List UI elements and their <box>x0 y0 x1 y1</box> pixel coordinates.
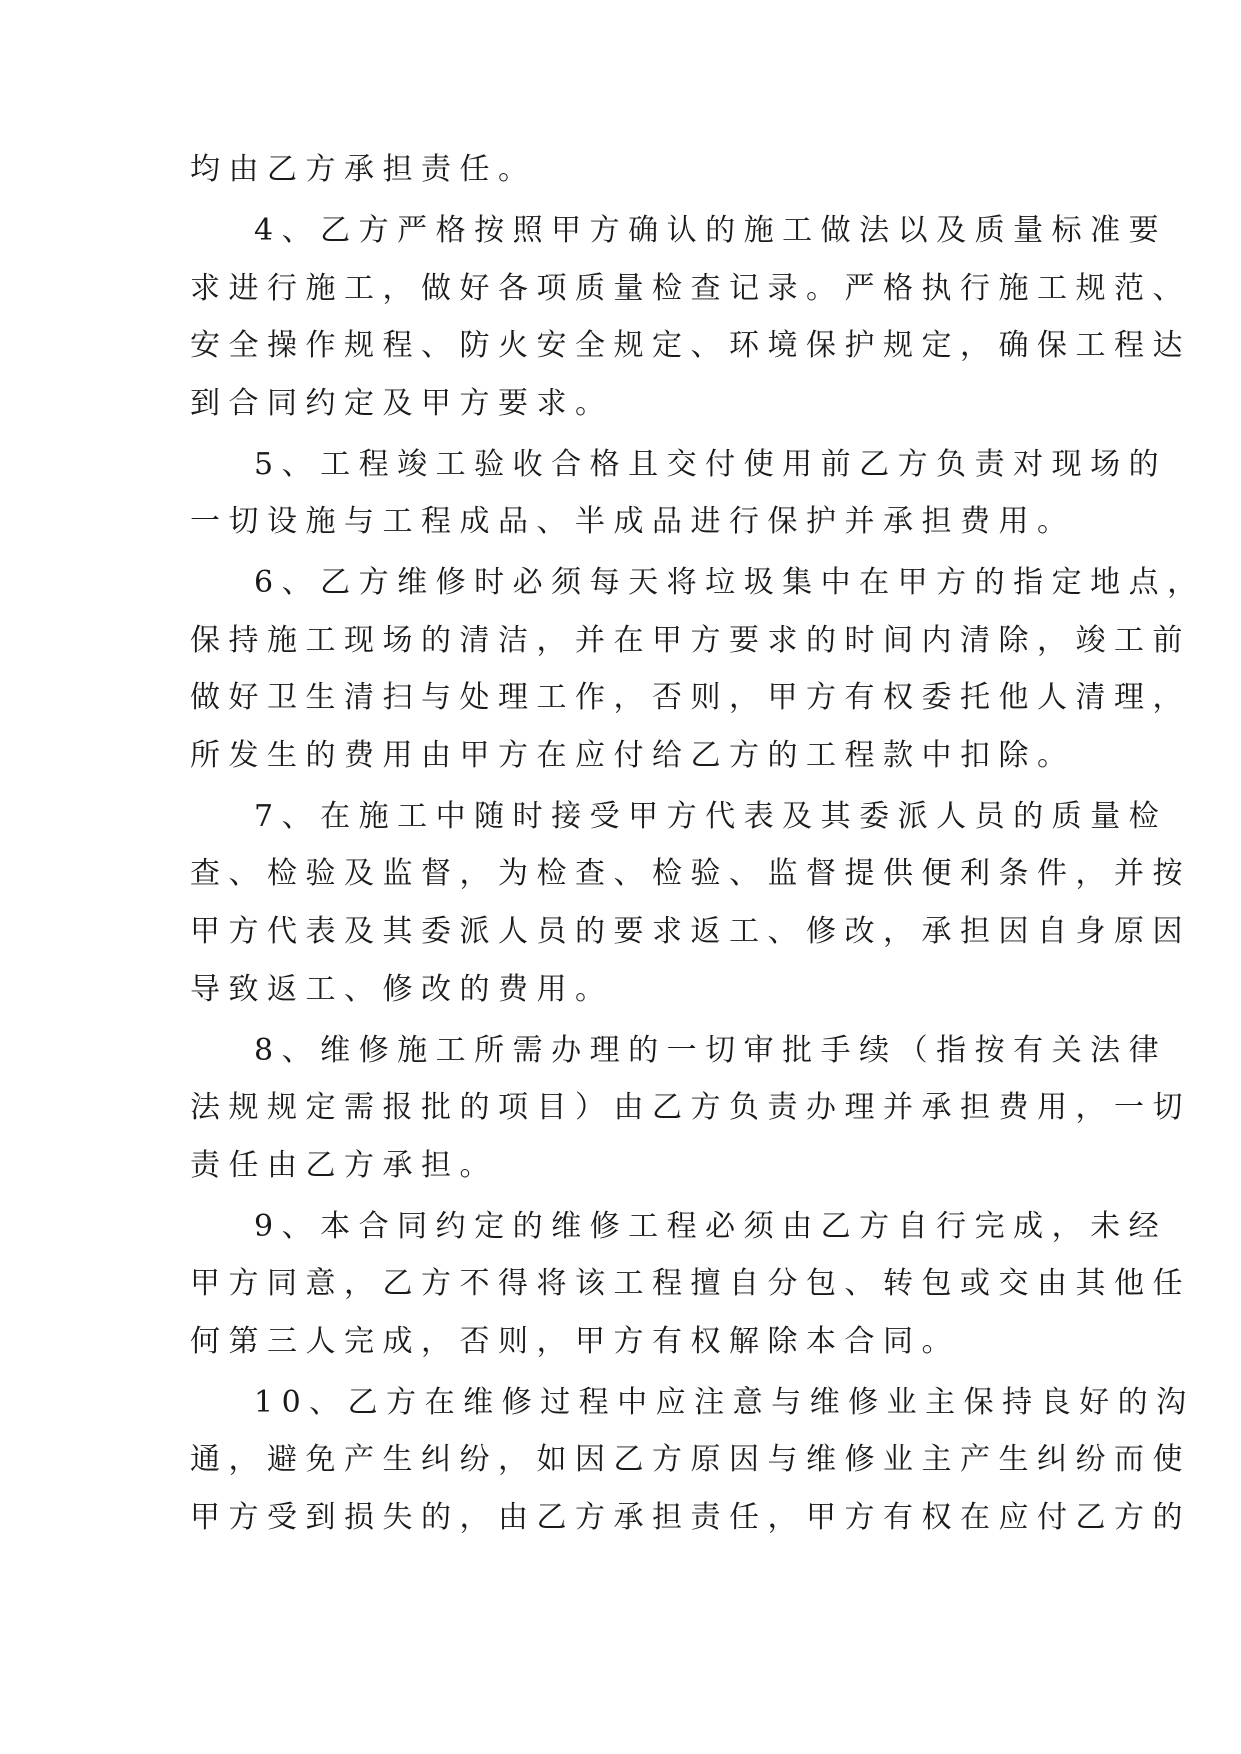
clause-5-line-2: 一切设施与工程成品、半成品进行保护并承担费用。 <box>190 504 1076 539</box>
clause-8-line-3: 责任由乙方承担。 <box>190 1148 498 1183</box>
clause-7-line-3: 甲方代表及其委派人员的要求返工、修改，承担因自身原因 <box>190 914 1191 949</box>
clause-10-line-3: 甲方受到损失的，由乙方承担责任，甲方有权在应付乙方的 <box>190 1500 1191 1535</box>
clause-4-line-1: 4、乙方严格按照甲方确认的施工做法以及质量标准要 <box>254 213 1168 248</box>
clause-6-line-3: 做好卫生清扫与处理工作，否则，甲方有权委托他人清理， <box>190 680 1191 715</box>
clause-5-line-1: 5、工程竣工验收合格且交付使用前乙方负责对现场的 <box>254 447 1168 482</box>
clause-4-line-4: 到合同约定及甲方要求。 <box>190 386 614 421</box>
clause-9-line-1: 9、本合同约定的维修工程必须由乙方自行完成，未经 <box>254 1209 1168 1244</box>
clause-6-line-4: 所发生的费用由甲方在应付给乙方的工程款中扣除。 <box>190 738 1076 773</box>
clause-10-line-1: 10、乙方在维修过程中应注意与维修业主保持良好的沟 <box>254 1385 1195 1420</box>
clause-9-line-3: 何第三人完成，否则，甲方有权解除本合同。 <box>190 1324 960 1359</box>
clause-8-line-1: 8、维修施工所需办理的一切审批手续（指按有关法律 <box>254 1033 1168 1068</box>
clause-6-line-2: 保持施工现场的清洁，并在甲方要求的时间内清除，竣工前 <box>190 623 1191 658</box>
clause-10-line-2: 通，避免产生纠纷，如因乙方原因与维修业主产生纠纷而使 <box>190 1442 1191 1477</box>
clause-9-line-2: 甲方同意，乙方不得将该工程擅自分包、转包或交由其他任 <box>190 1266 1191 1301</box>
clause-4-line-2: 求进行施工，做好各项质量检查记录。严格执行施工规范、 <box>190 271 1191 306</box>
clause-7-line-4: 导致返工、修改的费用。 <box>190 972 614 1007</box>
clause-7-line-2: 查、检验及监督，为检查、检验、监督提供便利条件，并按 <box>190 856 1191 891</box>
clause-8-line-2: 法规规定需报批的项目）由乙方负责办理并承担费用，一切 <box>190 1090 1191 1125</box>
clause-6-line-1: 6、乙方维修时必须每天将垃圾集中在甲方的指定地点， <box>254 565 1206 600</box>
clause-4-line-3: 安全操作规程、防火安全规定、环境保护规定，确保工程达 <box>190 328 1191 363</box>
text-line: 均由乙方承担责任。 <box>190 152 537 187</box>
clause-7-line-1: 7、在施工中随时接受甲方代表及其委派人员的质量检 <box>254 799 1168 834</box>
